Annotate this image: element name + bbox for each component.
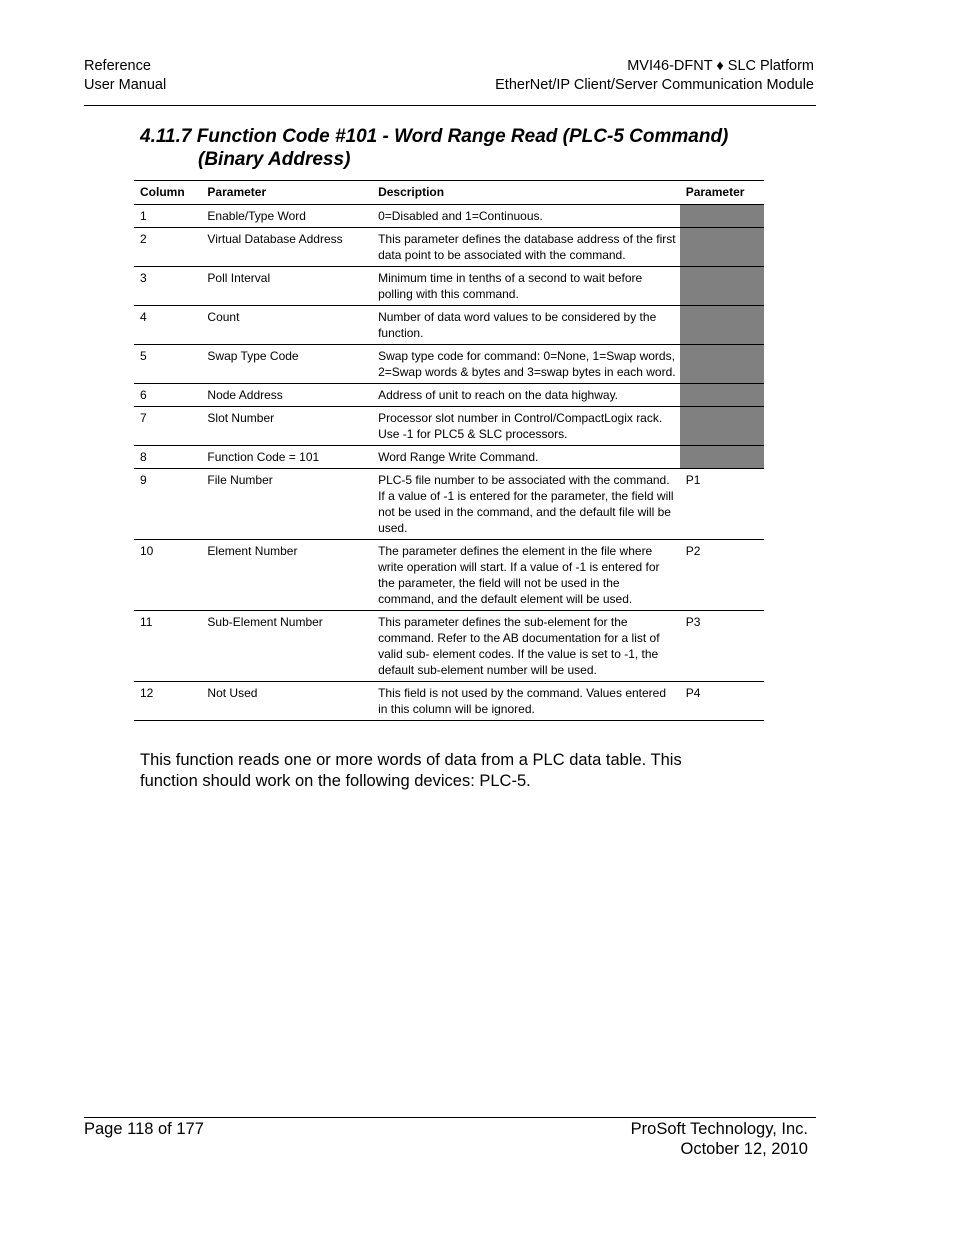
- cell-parameter-code: [680, 228, 764, 267]
- header-description: Description: [372, 181, 680, 205]
- cell-parameter-code: P4: [680, 682, 764, 721]
- cell-parameter-code: P3: [680, 611, 764, 682]
- cell-parameter: Virtual Database Address: [201, 228, 372, 267]
- cell-column: 2: [134, 228, 201, 267]
- footer-date: October 12, 2010: [680, 1140, 808, 1158]
- cell-column: 12: [134, 682, 201, 721]
- cell-description: This parameter defines the sub-element for the command. Refer to the AB documentation for a list of valid sub- element codes. If the value is set to -1, the default sub-element number will be used.: [372, 611, 680, 682]
- cell-parameter-code: [680, 407, 764, 446]
- cell-column: 11: [134, 611, 201, 682]
- table-row: [134, 306, 764, 345]
- header-section-name: Reference: [84, 58, 151, 74]
- table-row: [134, 205, 764, 228]
- footer-company: ProSoft Technology, Inc.: [630, 1120, 808, 1138]
- cell-column: 8: [134, 446, 201, 469]
- table-header-row: [134, 181, 764, 205]
- cell-parameter-code: [680, 306, 764, 345]
- cell-column: 6: [134, 384, 201, 407]
- cell-column: 7: [134, 407, 201, 446]
- cell-parameter-code: [680, 267, 764, 306]
- cell-parameter: Poll Interval: [201, 267, 372, 306]
- cell-description: Minimum time in tenths of a second to wait before polling with this command.: [372, 267, 680, 306]
- table-row: [134, 345, 764, 384]
- table-row: [134, 267, 764, 306]
- cell-parameter: Element Number: [201, 540, 372, 611]
- cell-parameter-code: [680, 384, 764, 407]
- table-row: [134, 540, 764, 611]
- parameter-table: [134, 180, 764, 721]
- cell-column: 4: [134, 306, 201, 345]
- cell-parameter: Enable/Type Word: [201, 205, 372, 228]
- header-product-description: EtherNet/IP Client/Server Communication Module: [495, 77, 814, 93]
- header-rule: [84, 105, 816, 106]
- cell-description: PLC-5 file number to be associated with the command. If a value of -1 is entered for the parameter, the field will not be used in the command, and the default file will be used.: [372, 469, 680, 540]
- cell-description: Word Range Write Command.: [372, 446, 680, 469]
- section-title: [140, 125, 780, 171]
- cell-parameter: Node Address: [201, 384, 372, 407]
- cell-parameter: File Number: [201, 469, 372, 540]
- header-right: [495, 57, 814, 95]
- section-title-line1: 4.11.7 Function Code #101 - Word Range Read (PLC-5 Command): [140, 126, 729, 147]
- cell-parameter: Count: [201, 306, 372, 345]
- cell-description: The parameter defines the element in the file where write operation will start. If a value of -1 is entered for the parameter, the field will not be used in the command, and the default element will be used.: [372, 540, 680, 611]
- cell-description: Number of data word values to be considered by the function.: [372, 306, 680, 345]
- cell-column: 1: [134, 205, 201, 228]
- section-title-line2: (Binary Address): [198, 149, 351, 170]
- header-column: Column: [134, 181, 201, 205]
- cell-description: This field is not used by the command. Values entered in this column will be ignored.: [372, 682, 680, 721]
- cell-description: Swap type code for command: 0=None, 1=Swap words, 2=Swap words & bytes and 3=swap bytes in each word.: [372, 345, 680, 384]
- cell-column: 5: [134, 345, 201, 384]
- cell-parameter: Sub-Element Number: [201, 611, 372, 682]
- header-product: MVI46-DFNT ♦ SLC Platform: [627, 58, 814, 74]
- cell-description: Address of unit to reach on the data highway.: [372, 384, 680, 407]
- table-row: [134, 228, 764, 267]
- cell-column: 10: [134, 540, 201, 611]
- table-body: [134, 205, 764, 721]
- header-parameter: Parameter: [201, 181, 372, 205]
- cell-parameter: Not Used: [201, 682, 372, 721]
- cell-description: This parameter defines the database address of the first data point to be associated with the command.: [372, 228, 680, 267]
- cell-description: Processor slot number in Control/CompactLogix rack. Use -1 for PLC5 & SLC processors.: [372, 407, 680, 446]
- table-row: [134, 611, 764, 682]
- header-manual-name: User Manual: [84, 77, 167, 93]
- page-number: Page 118 of 177: [84, 1120, 204, 1138]
- cell-column: 9: [134, 469, 201, 540]
- header-parameter-code: Parameter: [680, 181, 764, 205]
- cell-parameter-code: [680, 345, 764, 384]
- cell-parameter-code: [680, 446, 764, 469]
- footer-rule: [84, 1117, 816, 1118]
- cell-parameter-code: [680, 205, 764, 228]
- cell-column: 3: [134, 267, 201, 306]
- table-row: [134, 446, 764, 469]
- header-left: [84, 57, 166, 95]
- cell-parameter: Slot Number: [201, 407, 372, 446]
- cell-parameter-code: P2: [680, 540, 764, 611]
- body-paragraph: This function reads one or more words of data from a PLC data table. This function should work on the following devices: PLC-5.: [140, 751, 682, 790]
- cell-description: 0=Disabled and 1=Continuous.: [372, 205, 680, 228]
- cell-parameter: Swap Type Code: [201, 345, 372, 384]
- cell-parameter-code: P1: [680, 469, 764, 540]
- cell-parameter: Function Code = 101: [201, 446, 372, 469]
- table-row: [134, 682, 764, 721]
- table-row: [134, 407, 764, 446]
- footer-right: [631, 1119, 808, 1159]
- table-row: [134, 469, 764, 540]
- table-row: [134, 384, 764, 407]
